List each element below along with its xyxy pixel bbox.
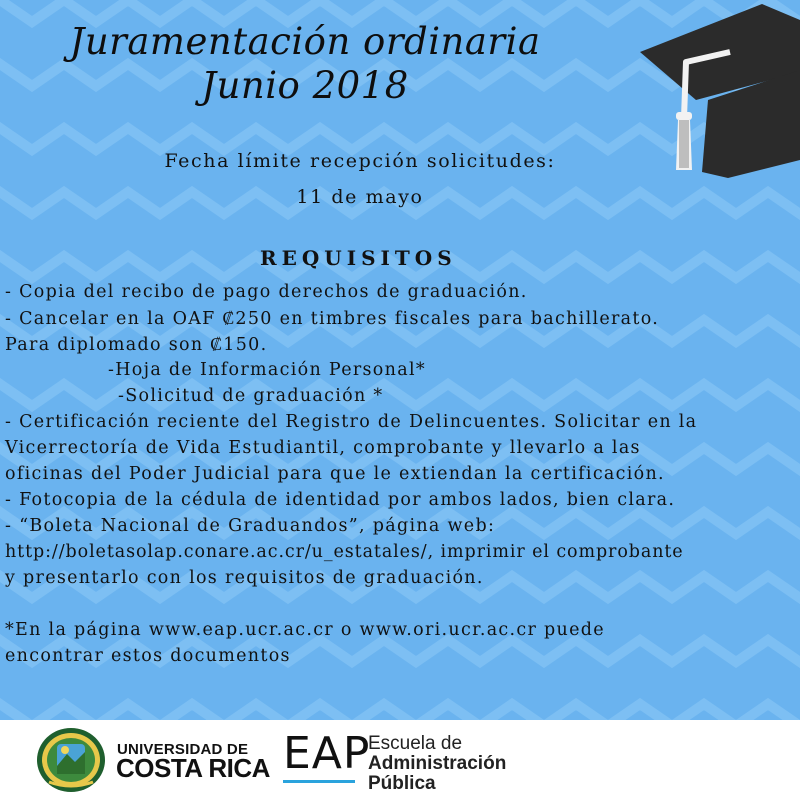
- eap-underline: [283, 780, 355, 783]
- requirement-url-line: http://boletasolap.conare.ac.cr/u_estatales/, imprimir el comprobante: [5, 542, 684, 562]
- requirement-line: - Copia del recibo de pago derechos de graduación.: [5, 282, 528, 302]
- requirement-line: - Cancelar en la OAF ₡250 en timbres fiscales para bachillerato.: [5, 309, 660, 329]
- deadline-date: 11 de mayo: [296, 186, 424, 208]
- note-line: *En la página www.eap.ucr.ac.cr o www.ori.ucr.ac.cr puede: [5, 620, 605, 640]
- title-line-2: Junio 2018: [201, 64, 409, 107]
- deadline-label: Fecha límite recepción solicitudes:: [164, 150, 556, 172]
- ucr-seal-icon: [35, 726, 107, 794]
- ucr-name-line-1: UNIVERSIDAD DE: [117, 741, 249, 758]
- requirement-line: - Certificación reciente del Registro de Delincuentes. Solicitar en la: [5, 412, 698, 432]
- eap-abbreviation: EAP: [283, 728, 371, 779]
- requirement-line: -Solicitud de graduación *: [118, 386, 384, 406]
- requirement-line: Vicerrectoría de Vida Estudiantil, comprobante y llevarlo a las: [5, 438, 641, 458]
- requirements-heading: REQUISITOS: [260, 246, 457, 270]
- note-line: encontrar estos documentos: [5, 646, 291, 666]
- title-line-1: Juramentación ordinaria: [69, 20, 541, 63]
- requirement-line: - Fotocopia de la cédula de identidad por ambos lados, bien clara.: [5, 490, 676, 510]
- requirement-line: oficinas del Poder Judicial para que le extiendan la certificación.: [5, 464, 665, 484]
- ucr-name-line-2: COSTA RICA: [116, 753, 270, 783]
- eap-name-line-1: Escuela de: [368, 733, 463, 754]
- requirement-line: -Hoja de Información Personal*: [108, 360, 426, 380]
- requirement-line: Para diplomado son ₡150.: [5, 335, 268, 355]
- eap-name-line-2: Administración: [368, 753, 507, 774]
- zigzag-stripe: [0, 704, 800, 720]
- eap-name-line-3: Pública: [368, 773, 436, 794]
- requirement-line: y presentarlo con los requisitos de graduación.: [5, 568, 484, 588]
- requirement-line: - “Boleta Nacional de Graduandos”, página web:: [5, 516, 496, 536]
